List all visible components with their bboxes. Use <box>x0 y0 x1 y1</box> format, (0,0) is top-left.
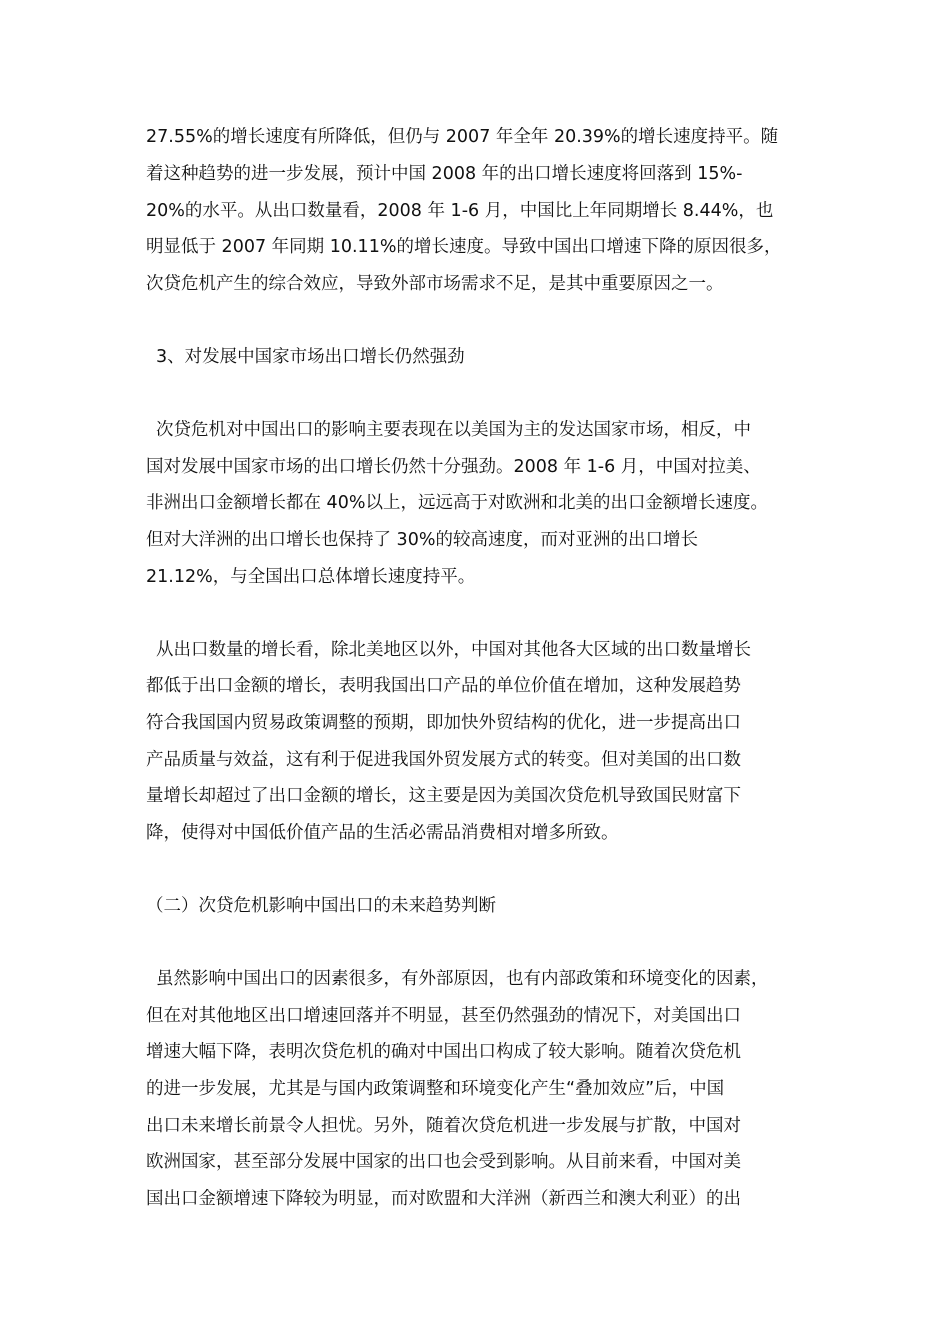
paragraph-3-line-6: 降，使得对中国低价值产品的生活必需品消费相对增多所致。 <box>146 823 619 843</box>
paragraph-4-line-1: 虽然影响中国出口的因素很多，有外部原因，也有内部政策和环境变化的因素， <box>156 969 769 989</box>
paragraph-3-line-3: 符合我国国内贸易政策调整的预期，即加快外贸结构的优化，进一步提高出口 <box>146 713 741 733</box>
paragraph-3-line-1: 从出口数量的增长看，除北美地区以外，中国对其他各大区域的出口数量增长 <box>156 640 751 660</box>
paragraph-2-line-3: 非洲出口金额增长都在 40%以上，远远高于对欧洲和北美的出口金额增长速度。 <box>146 493 768 513</box>
paragraph-1-line-2: 着这种趋势的进一步发展，预计中国 2008 年的出口增长速度将回落到 15%- <box>146 164 743 184</box>
paragraph-4-line-4: 的进一步发展，尤其是与国内政策调整和环境变化产生“叠加效应”后，中国 <box>146 1079 725 1099</box>
paragraph-4-line-2: 但在对其他地区出口增速回落并不明显，甚至仍然强劲的情况下，对美国出口 <box>146 1006 741 1026</box>
paragraph-1-line-4: 明显低于 2007 年同期 10.11%的增长速度。导致中国出口增速下降的原因很多， <box>146 237 782 257</box>
section-heading-3: 3、对发展中国家市场出口增长仍然强劲 <box>156 347 465 367</box>
paragraph-1-line-5: 次贷危机产生的综合效应，导致外部市场需求不足，是其中重要原因之一。 <box>146 274 724 294</box>
paragraph-3-line-4: 产品质量与效益，这有利于促进我国外贸发展方式的转变。但对美国的出口数 <box>146 750 741 770</box>
paragraph-4-line-5: 出口未来增长前景令人担忧。另外，随着次贷危机进一步发展与扩散，中国对 <box>146 1116 741 1136</box>
paragraph-2-line-4: 但对大洋洲的出口增长也保持了 30%的较高速度，而对亚洲的出口增长 <box>146 530 698 550</box>
section-heading-2: （二）次贷危机影响中国出口的未来趋势判断 <box>146 896 496 916</box>
paragraph-2-line-2: 国对发展中国家市场的出口增长仍然十分强劲。2008 年 1-6 月，中国对拉美、 <box>146 457 761 477</box>
paragraph-3-line-2: 都低于出口金额的增长，表明我国出口产品的单位价值在增加，这种发展趋势 <box>146 676 741 696</box>
paragraph-2-line-1: 次贷危机对中国出口的影响主要表现在以美国为主的发达国家市场，相反，中 <box>156 420 751 440</box>
paragraph-4-line-6: 欧洲国家，甚至部分发展中国家的出口也会受到影响。从目前来看，中国对美 <box>146 1152 741 1172</box>
paragraph-3-line-5: 量增长却超过了出口金额的增长，这主要是因为美国次贷危机导致国民财富下 <box>146 786 741 806</box>
paragraph-4-line-3: 增速大幅下降，表明次贷危机的确对中国出口构成了较大影响。随着次贷危机 <box>146 1042 741 1062</box>
paragraph-1-line-3: 20%的水平。从出口数量看，2008 年 1-6 月，中国比上年同期增长 8.44%，也 <box>146 201 774 221</box>
paragraph-1-line-1: 27.55%的增长速度有所降低，但仍与 2007 年全年 20.39%的增长速度持平。随 <box>146 127 779 147</box>
paragraph-4-line-7: 国出口金额增速下降较为明显，而对欧盟和大洋洲（新西兰和澳大利亚）的出 <box>146 1189 741 1209</box>
paragraph-2-line-5: 21.12%，与全国出口总体增长速度持平。 <box>146 567 476 587</box>
